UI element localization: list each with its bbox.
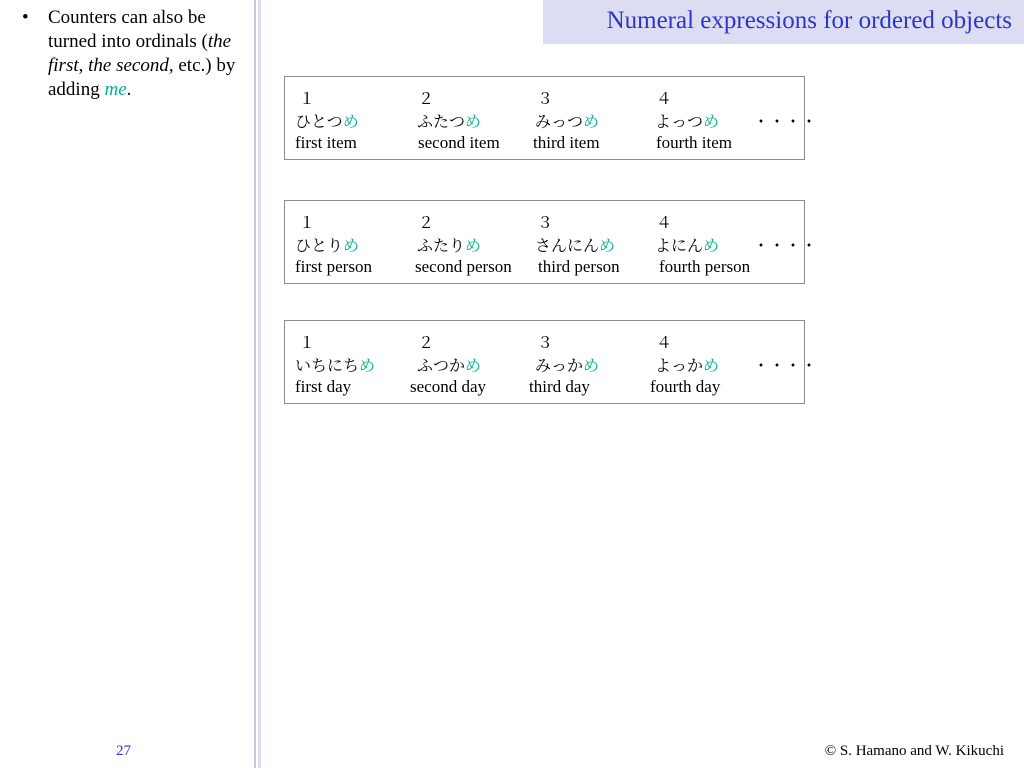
number-4: ４: [656, 333, 673, 352]
kana-3: みっつめ: [535, 112, 600, 131]
english-3: third person: [538, 257, 620, 276]
kana-4: よっつめ: [655, 112, 720, 131]
kana-2: ふつかめ: [417, 356, 482, 375]
kana-1: ひとりめ: [295, 236, 360, 255]
ellipsis: ・・・・: [753, 236, 818, 255]
ordinal-box-people: [284, 200, 818, 284]
number-1: １: [299, 213, 316, 232]
english-4: fourth item: [656, 133, 733, 152]
ordinal-box-days: [284, 320, 818, 404]
suffix-me: me: [104, 79, 127, 100]
english-2: second person: [415, 257, 512, 276]
kana-2: ふたつめ: [417, 112, 482, 131]
number-2: ２: [418, 333, 435, 352]
title-banner: [543, 0, 1024, 44]
english-3: third item: [533, 133, 600, 152]
kana-4: よにんめ: [655, 236, 720, 255]
bullet-point: [22, 6, 247, 102]
ordinal-box-items: [284, 76, 818, 160]
kana-3: さんにんめ: [535, 236, 616, 255]
english-3: third day: [529, 377, 590, 396]
number-3: ３: [537, 333, 554, 352]
english-4: fourth person: [659, 257, 751, 276]
english-1: first day: [295, 377, 352, 396]
number-2: ２: [418, 89, 435, 108]
number-4: ４: [656, 89, 673, 108]
english-1: first item: [295, 133, 357, 152]
number-1: １: [299, 89, 316, 108]
number-2: ２: [418, 213, 435, 232]
page-number: 27: [116, 743, 131, 759]
bullet-end: , etc.) by adding: [48, 55, 236, 100]
english-4: fourth day: [650, 377, 721, 396]
number-3: ３: [537, 89, 554, 108]
example-the-second: the second: [88, 55, 169, 76]
kana-1: ひとつめ: [295, 112, 359, 131]
ellipsis: ・・・・: [753, 356, 818, 375]
bullet-marker: •: [22, 7, 29, 28]
number-4: ４: [656, 213, 673, 232]
kana-1: いちにちめ: [295, 356, 376, 375]
english-2: second item: [418, 133, 500, 152]
slide-title: Numeral expressions for ordered objects: [606, 7, 1012, 34]
copyright-notice: © S. Hamano and W. Kikuchi: [824, 743, 1004, 759]
kana-4: よっかめ: [655, 356, 720, 375]
vertical-divider-shadow: [258, 0, 261, 768]
bullet-intro: Counters can also be turned into ordinals (: [48, 7, 208, 52]
example-the-first: the first: [48, 31, 232, 76]
bullet-period: .: [126, 79, 132, 100]
vertical-divider: [254, 0, 256, 768]
number-3: ３: [537, 213, 554, 232]
ellipsis: ・・・・: [753, 112, 818, 131]
kana-2: ふたりめ: [417, 236, 482, 255]
kana-3: みっかめ: [535, 356, 600, 375]
bullet-comma: ,: [78, 55, 89, 76]
bullet-text: [48, 6, 247, 102]
english-1: first person: [295, 257, 372, 276]
english-2: second day: [410, 377, 487, 396]
number-1: １: [299, 333, 316, 352]
